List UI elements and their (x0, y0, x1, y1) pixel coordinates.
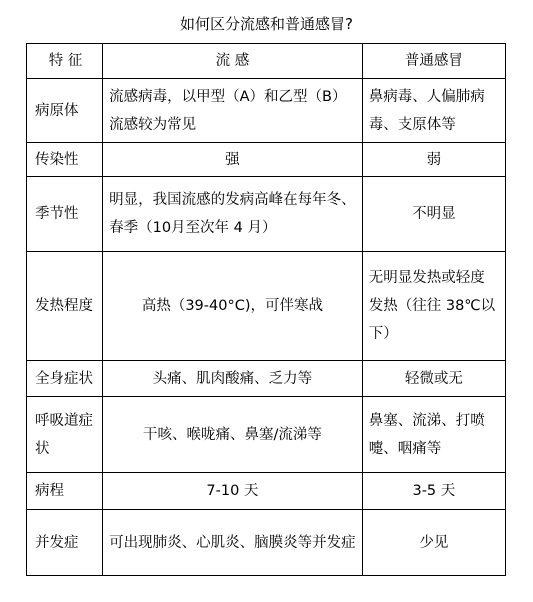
cold-cell: 3-5 天 (362, 473, 505, 510)
flu-cell: 明显，我国流感的发病高峰在每年冬、春季（10月至次年 4 月） (103, 177, 363, 252)
flu-cell: 可出现肺炎、心肌炎、脑膜炎等并发症 (103, 510, 363, 576)
table-header-row (27, 44, 506, 79)
table-row (27, 510, 506, 576)
table-row (27, 79, 506, 143)
table-row (27, 473, 506, 510)
feature-cell: 并发症 (27, 510, 103, 576)
feature-cell: 传染性 (27, 143, 103, 177)
feature-cell: 季节性 (27, 177, 103, 252)
header-feature: 特 征 (27, 44, 103, 79)
header-flu: 流 感 (103, 44, 363, 79)
feature-cell: 发热程度 (27, 252, 103, 361)
cold-cell: 无明显发热或轻度发热（往往 38℃以下） (362, 252, 505, 361)
feature-cell: 病程 (27, 473, 103, 510)
comparison-table (26, 43, 506, 576)
flu-cell: 流感病毒，以甲型（A）和乙型（B）流感较为常见 (103, 79, 363, 143)
flu-cell: 强 (103, 143, 363, 177)
cold-cell: 少见 (362, 510, 505, 576)
cold-cell: 不明显 (362, 177, 505, 252)
flu-cell: 头痛、肌肉酸痛、乏力等 (103, 361, 363, 397)
page-title: 如何区分流感和普通感冒? (180, 15, 353, 33)
cold-cell: 鼻塞、流涕、打喷嚏、咽痛等 (362, 397, 505, 473)
flu-cell: 高热（39-40°C)，可伴寒战 (103, 252, 363, 361)
table-row (27, 397, 506, 473)
feature-cell: 全身症状 (27, 361, 103, 397)
flu-cell: 7-10 天 (103, 473, 363, 510)
table-row (27, 361, 506, 397)
flu-cell: 干咳、喉咙痛、鼻塞/流涕等 (103, 397, 363, 473)
cold-cell: 鼻病毒、人偏肺病毒、支原体等 (362, 79, 505, 143)
table-row (27, 252, 506, 361)
cold-cell: 弱 (362, 143, 505, 177)
table-row (27, 177, 506, 252)
feature-cell: 呼吸道症状 (27, 397, 103, 473)
cold-cell: 轻微或无 (362, 361, 505, 397)
header-cold: 普通感冒 (362, 44, 505, 79)
feature-cell: 病原体 (27, 79, 103, 143)
table-row (27, 143, 506, 177)
